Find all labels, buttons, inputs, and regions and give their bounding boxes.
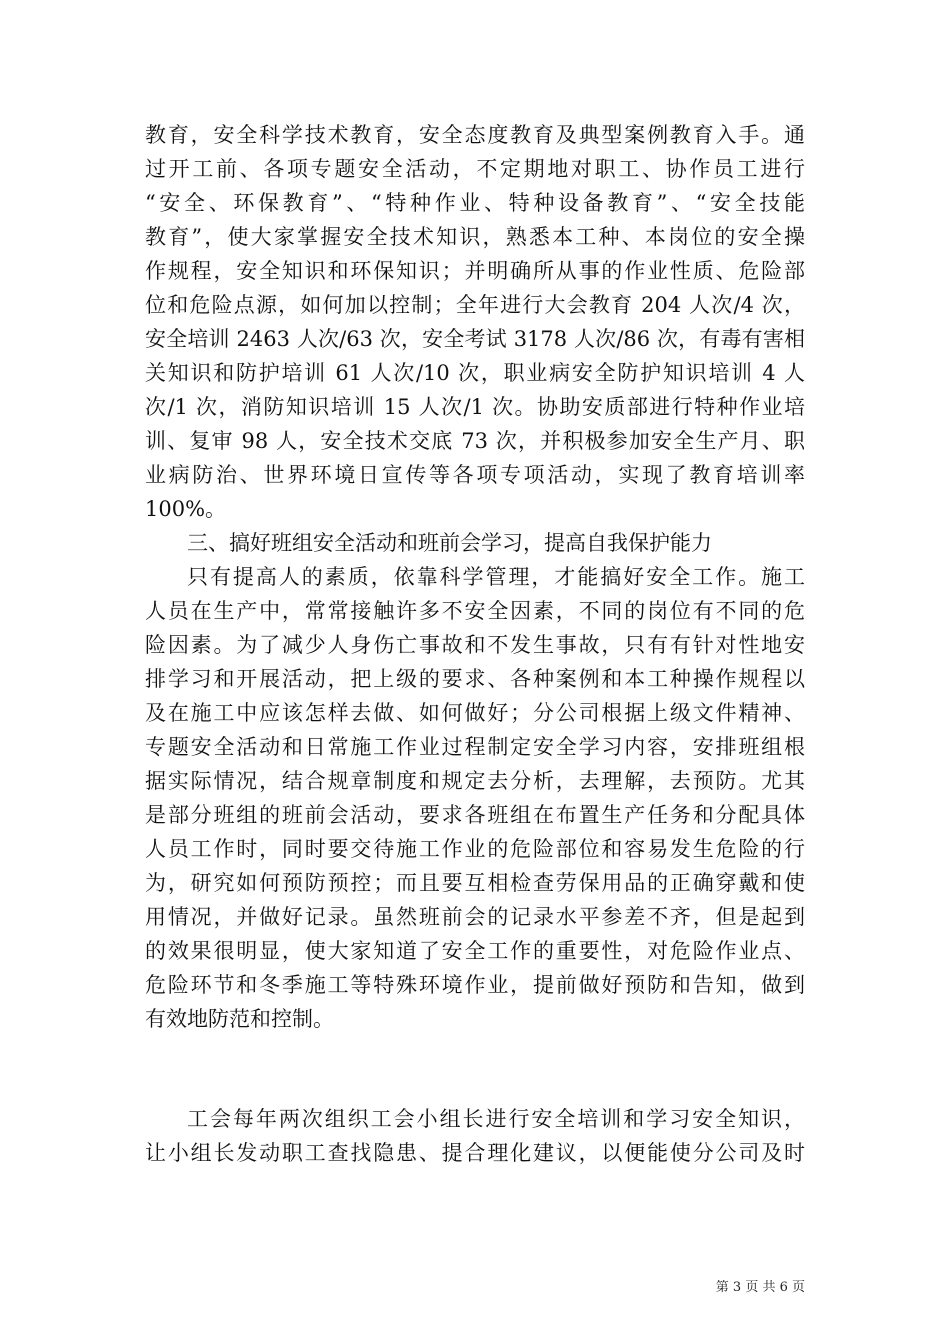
- text-line: 险因素。为了减少人身伤亡事故和不发生事故，只有有针对性地安: [145, 633, 805, 657]
- paragraph-union: [145, 1102, 805, 1170]
- text-line: 用情况，并做好记录。虽然班前会的记录水平参差不齐，但是起到: [145, 905, 805, 929]
- text-line: 危险环节和冬季施工等特殊环境作业，提前做好预防和告知，做到: [145, 973, 805, 997]
- text-line: 位和危险点源，如何加以控制；全年进行大会教育 204 人次/4 次，: [145, 293, 805, 317]
- text-line: 为，研究如何预防预控；而且要互相检查劳保用品的正确穿戴和使: [145, 871, 805, 895]
- text-line: 过开工前、各项专题安全活动，不定期地对职工、协作员工进行: [145, 157, 805, 181]
- text-line: 教育，安全科学技术教育，安全态度教育及典型案例教育入手。通: [145, 123, 805, 147]
- text-line: 业病防治、世界环境日宣传等各项专项活动，实现了教育培训率: [145, 463, 805, 487]
- paragraph-education: [145, 118, 805, 526]
- text-line: 据实际情况，结合规章制度和规定去分析，去理解，去预防。尤其: [145, 769, 805, 793]
- text-line: 排学习和开展活动，把上级的要求、各种案例和本工种操作规程以: [145, 667, 805, 691]
- text-line: 安全培训 2463 人次/63 次，安全考试 3178 人次/86 次，有毒有害相: [145, 327, 805, 351]
- text-line: 的效果很明显，使大家知道了安全工作的重要性，对危险作业点、: [145, 939, 805, 963]
- text-line: 人员在生产中，常常接触许多不安全因素，不同的岗位有不同的危: [145, 599, 805, 623]
- section-title: 三、搞好班组安全活动和班前会学习，提高自我保护能力: [187, 531, 712, 555]
- text-line: 工会每年两次组织工会小组长进行安全培训和学习安全知识，: [187, 1107, 805, 1131]
- text-line: 有效地防范和控制。: [145, 1007, 334, 1031]
- text-line: 让小组长发动职工查找隐患、提合理化建议，以便能使分公司及时: [145, 1141, 805, 1165]
- text-line: 专题安全活动和日常施工作业过程制定安全学习内容，安排班组根: [145, 735, 805, 759]
- section-heading: [145, 526, 805, 560]
- text-line: 作规程，安全知识和环保知识；并明确所从事的作业性质、危险部: [145, 259, 805, 283]
- text-line: 关知识和防护培训 61 人次/10 次，职业病安全防护知识培训 4 人: [145, 361, 805, 385]
- paragraph-team-activities: [145, 560, 805, 1036]
- text-line: 是部分班组的班前会活动，要求各班组在布置生产任务和分配具体: [145, 803, 805, 827]
- text-line: 教育”，使大家掌握安全技术知识，熟悉本工种、本岗位的安全操: [145, 225, 805, 249]
- text-line: 人员工作时，同时要交待施工作业的危险部位和容易发生危险的行: [145, 837, 805, 861]
- text-line: 100%。: [145, 497, 227, 521]
- text-line: “安全、环保教育”、“特种作业、特种设备教育”、“安全技能: [145, 191, 805, 215]
- text-line: 次/1 次，消防知识培训 15 人次/1 次。协助安质部进行特种作业培: [145, 395, 805, 419]
- text-line: 只有提高人的素质，依靠科学管理，才能搞好安全工作。施工: [187, 565, 805, 589]
- text-line: 训、复审 98 人，安全技术交底 73 次，并积极参加安全生产月、职: [145, 429, 805, 453]
- text-line: 及在施工中应该怎样去做、如何做好；分公司根据上级文件精神、: [145, 701, 805, 725]
- page-number: 第 3 页 共 6 页: [715, 1280, 805, 1295]
